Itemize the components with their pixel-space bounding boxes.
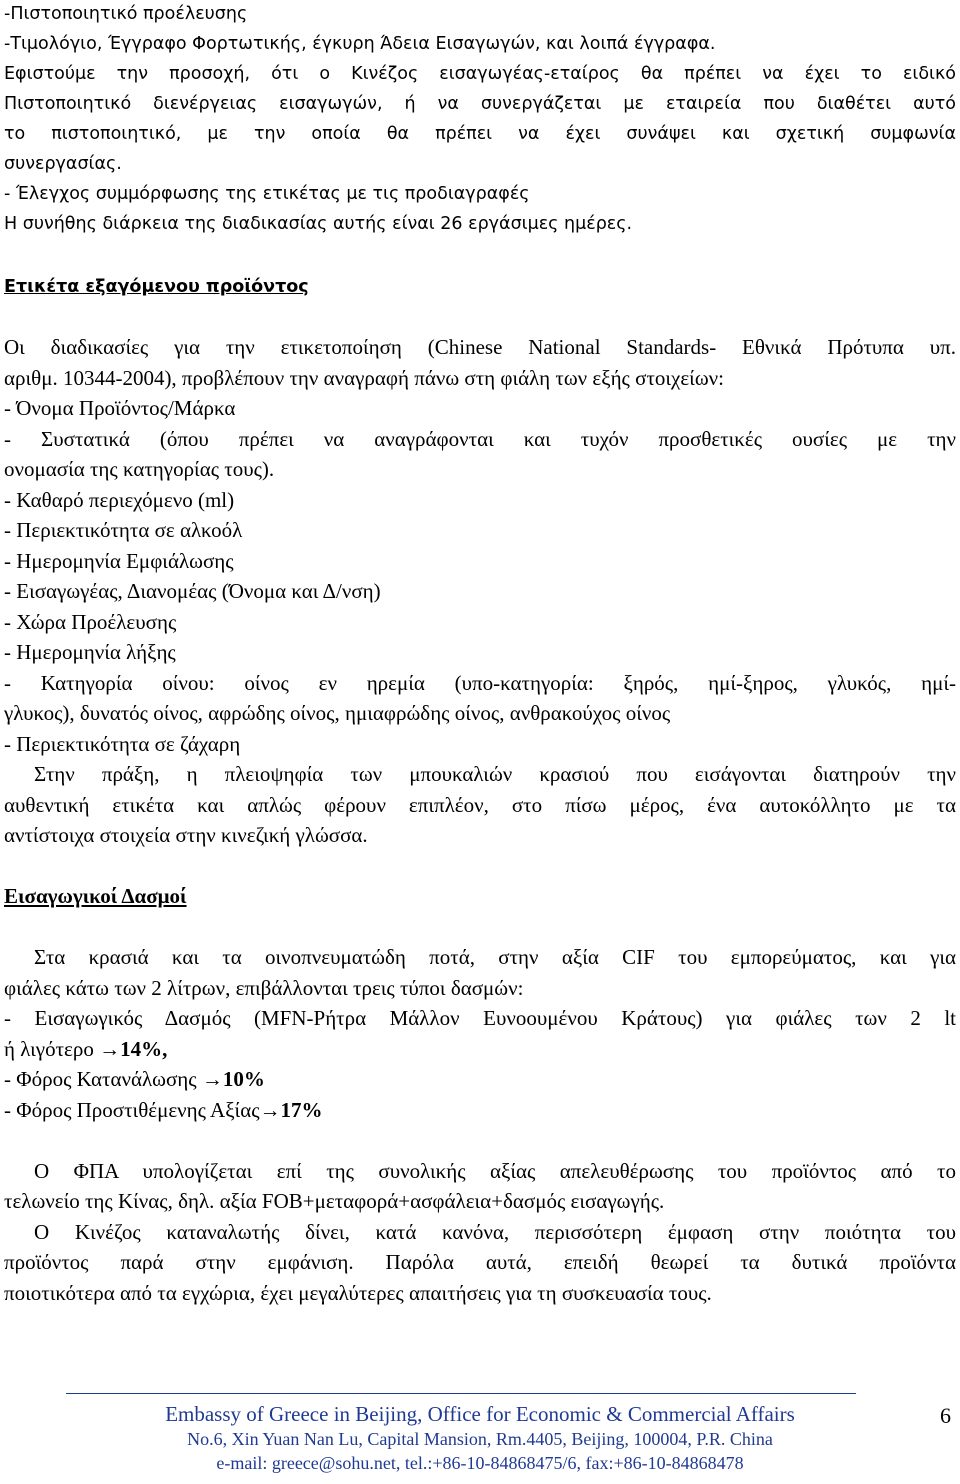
text-line [4, 1098, 323, 1122]
section-heading: Ετικέτα εξαγόμενου προϊόντος [4, 277, 309, 297]
text-line: φιάλες κάτω των 2 λίτρων, επιβάλλονται τρεις τύποι δασμών: [4, 976, 524, 1000]
text-line: Στα κρασιά και τα οινοπνευματώδη ποτά, στην αξία CIF του εμπορεύματος, και για [34, 945, 956, 969]
page-number: 6 [940, 1403, 951, 1428]
text-span: ή λιγότερο [4, 1037, 100, 1061]
text-line: - Εισαγωγικός Δασμός (MFN-Ρήτρα Μάλλον Ευνοουμένου Κράτους) για φιάλες των 2 lt [4, 1006, 956, 1030]
text-line: ποιοτικότερα από τα εγχώρια, έχει μεγαλύτερες απαιτήσεις για τη συσκευασία τους. [4, 1281, 712, 1305]
text-line: Εφιστούμε την προσοχή, ότι ο Κινέζος εισαγωγέας-εταίρος θα πρέπει να έχει το ειδικό [4, 64, 956, 84]
text-line: - Συστατικά (όπου πρέπει να αναγράφονται και τυχόν προσθετικές ουσίες με την [4, 427, 956, 451]
text-span: - Φόρος Κατανάλωσης [4, 1067, 202, 1091]
text-line: -Πιστοποιητικό προέλευσης [4, 4, 248, 24]
text-line: - Περιεκτικότητα σε αλκοόλ [4, 518, 243, 542]
footer-address: No.6, Xin Yuan Nan Lu, Capital Mansion, Rm.4405, Beijing, 100004, P.R. China [187, 1429, 773, 1449]
text-line: προϊόντος παρά στην εμφάνιση. Παρόλα αυτά, επειδή θεωρεί τα δυτικά προϊόντα [4, 1250, 956, 1274]
text-line: Πιστοποιητικό διενέργειας εισαγωγών, ή να συνεργάζεται με εταιρεία που διαθέτει αυτό [4, 94, 956, 114]
text-line: τελωνείο της Κίνας, δηλ. αξία FOB+μεταφορά+ασφάλεια+δασμός εισαγωγής. [4, 1189, 665, 1213]
text-line: συνεργασίας. [4, 154, 122, 174]
text-line: - Χώρα Προέλευσης [4, 610, 177, 634]
text-line: - Έλεγχος συμμόρφωσης της ετικέτας με τις προδιαγραφές [4, 184, 530, 204]
rate-value: →14%, [99, 1037, 168, 1061]
text-line: Στην πράξη, η πλειοψηφία των μπουκαλιών κρασιού που εισάγονται διατηρούν την [34, 762, 956, 786]
text-line: Ο ΦΠΑ υπολογίζεται επί της συνολικής αξίας απελευθέρωσης του προϊόντος από το [34, 1159, 956, 1183]
rate-value: →10% [201, 1067, 265, 1091]
text-line: -Τιμολόγιο, Έγγραφο Φορτωτικής, έγκυρη Άδεια Εισαγωγών, και λοιπά έγγραφα. [4, 34, 716, 54]
text-line: - Εισαγωγέας, Διανομέας (Όνομα και Δ/νση) [4, 579, 381, 603]
text-line [4, 1037, 167, 1061]
text-line: Ο Κινέζος καταναλωτής δίνει, κατά κανόνα, περισσότερη έμφαση στην ποιότητα του [34, 1220, 956, 1244]
text-line: αυθεντική ετικέτα και απλώς φέρουν επιπλέον, στο πίσω μέρος, ένα αυτοκόλλητο με τα [4, 793, 956, 817]
text-line [4, 1067, 265, 1091]
text-line: Η συνήθης διάρκεια της διαδικασίας αυτής είναι 26 εργάσιμες ημέρες. [4, 214, 633, 234]
text-line: - Όνομα Προϊόντος/Μάρκα [4, 396, 236, 420]
text-line: αριθμ. 10344-2004), προβλέπουν την αναγραφή πάνω στη φιάλη των εξής στοιχείων: [4, 366, 724, 390]
text-line: - Καθαρό περιεχόμενο (ml) [4, 488, 235, 512]
text-line: αντίστοιχα στοιχεία στην κινεζική γλώσσα. [4, 823, 368, 847]
text-line: - Περιεκτικότητα σε ζάχαρη [4, 732, 241, 756]
text-line: γλυκος), δυνατός οίνος, αφρώδης οίνος, ημιαφρώδης οίνος, ανθρακούχος οίνος [4, 701, 671, 725]
footer-contact: e-mail: greece@sohu.net, tel.:+86-10-84868475/6, fax:+86-10-84868478 [216, 1453, 744, 1473]
footer-organization: Embassy of Greece in Beijing, Office for Economic & Commercial Affairs [165, 1402, 795, 1426]
text-line: Οι διαδικασίες για την ετικετοποίηση (Chinese National Standards- Εθνικά Πρότυπα υπ. [4, 335, 956, 359]
footer-divider [66, 1393, 856, 1394]
text-line: ονομασία της κατηγορίας τους). [4, 457, 275, 481]
text-line: το πιστοποιητικό, με την οποία θα πρέπει να έχει συνάψει και σχετική συμφωνία [4, 124, 956, 144]
text-line: - Ημερομηνία Εμφιάλωσης [4, 549, 234, 573]
text-line: - Ημερομηνία λήξης [4, 640, 176, 664]
section-heading: Εισαγωγικοί Δασμοί [4, 884, 187, 908]
rate-value: →17% [259, 1098, 323, 1122]
text-line: - Κατηγορία οίνου: οίνος εν ηρεμία (υπο-κατηγορία: ξηρός, ημί-ξηρος, γλυκός, ημί- [4, 671, 956, 695]
text-span: - Φόρος Προστιθέμενης Αξίας [4, 1098, 260, 1122]
